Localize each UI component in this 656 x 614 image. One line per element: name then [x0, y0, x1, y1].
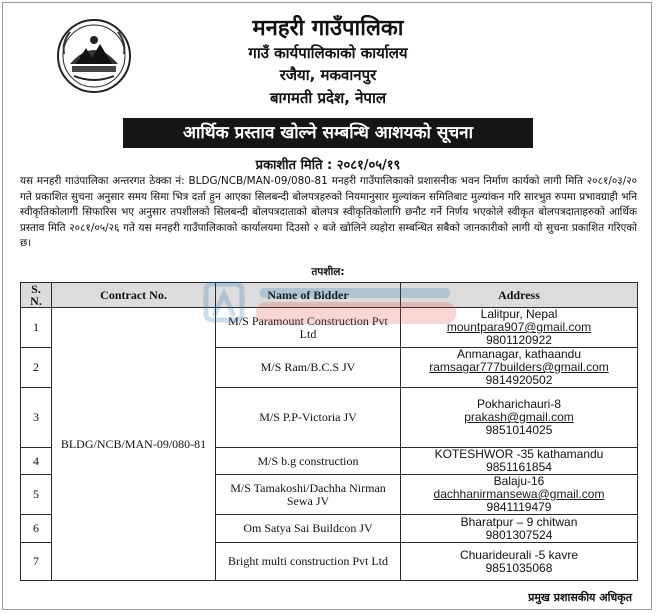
- address-line: Lalitpur, Nepal: [480, 307, 558, 321]
- row-sn: 3: [21, 388, 52, 448]
- header-contract-no: Contract No.: [52, 283, 216, 308]
- signatory-title: प्रमुख प्रशासकीय अधिकृत: [528, 591, 632, 604]
- row-sn: 2: [21, 348, 52, 388]
- table-row: [21, 308, 638, 348]
- address-line: Bharatpur – 9 chitwan: [460, 514, 578, 529]
- published-date: प्रकाशीत मिति : २०८१/०५/१९: [255, 158, 401, 173]
- row-address: [401, 448, 638, 475]
- phone-number: 9851161854: [486, 460, 552, 474]
- row-address: [401, 515, 638, 543]
- row-address: [401, 348, 638, 388]
- row-sn: 4: [21, 448, 52, 475]
- row-bidder: M/S b.g construction: [216, 448, 401, 475]
- address-line: KOTESHWOR -35 kathamandu: [434, 447, 604, 461]
- row-bidder: M/S Ram/B.C.S JV: [216, 348, 401, 388]
- email-link[interactable]: ramsagar777builders@gmail.com: [429, 360, 609, 374]
- bidder-table: [20, 282, 638, 581]
- row-bidder: Om Satya Sai Buildcon JV: [216, 515, 401, 543]
- row-bidder: Bright multi construction Pvt Ltd: [216, 543, 401, 581]
- phone-number: 9841119479: [486, 500, 552, 514]
- address-line: Pokharichauri-8: [476, 397, 562, 411]
- email-link[interactable]: prakash@gmail.com: [464, 410, 574, 424]
- row-address: [401, 388, 638, 448]
- row-bidder: M/S Paramount Construction Pvt Ltd: [216, 308, 401, 348]
- office-location: रजैया, मकवानपुर: [279, 66, 377, 84]
- table-header-row: [21, 283, 638, 308]
- phone-number: 9851014025: [485, 423, 553, 437]
- header-address: Address: [401, 283, 638, 308]
- address-line: Anmanagar, kathaandu: [456, 347, 582, 361]
- phone-number: 9801307524: [485, 527, 553, 542]
- contract-number: BLDG/NCB/MAN-09/080-81: [52, 308, 216, 581]
- row-sn: 6: [21, 515, 52, 543]
- row-sn: 5: [21, 475, 52, 515]
- row-bidder: M/S P.P-Victoria JV: [216, 388, 401, 448]
- row-sn: 7: [21, 543, 52, 581]
- header-bidder: Name of Bidder: [216, 283, 401, 308]
- phone-number: 9814920502: [485, 373, 553, 387]
- notice-title: आर्थिक प्रस्ताव खोल्ने सम्बन्धि आशयको सूचना: [123, 118, 533, 148]
- row-bidder: M/S Tamakoshi/Dachha Nirman Sewa JV: [216, 475, 401, 515]
- header-sn: S. N.: [21, 283, 52, 308]
- phone-number: 9851035068: [485, 560, 553, 575]
- notice-body: यस मनहरी गाउंपालिका अन्तरगत ठेक्का नं: BLDG/NCB/MAN-09/080-81 मनहरी गाउँपालिकाको प्रशासनीक भवन निर्माण कार्यको लागी मिति २०८१/०३/२० गते प्रकाशित सुचना अनुसार समय सिमा भित्र दर्ता हुन आएका सिलबन्दी बोलपत्रहरुको नियमानुसार मुल्यांकन समितिबाट मुल्यांकन गरि सारभुत रुपमा प्रभावग्राही भनि स्वीकृतिकोलागी सिफारिस भए अनुसार तपशीलको सिलबन्दी बोलपत्रदाताको बोलपत्र स्वीकृतिकोलागि छनौट गर्ने निर्णय भएकोले स्वीकृत बोलपत्रदाताहरुको आर्थिक प्रस्ताव मिति २०८१/०५/२६ गते यस मनहरी गाउँपालिकाको कार्यालयमा दिउसो २ बजे खोलिने व्यहोरा सम्बन्धित सबैको जानकारीको लागी यो सुचना प्रकाशित गरिएको छ।: [20, 175, 637, 250]
- row-sn: 1: [21, 308, 52, 348]
- row-address: [401, 543, 638, 581]
- email-link[interactable]: dachhanirmansewa@gmail.com: [433, 487, 605, 501]
- municipality-name: मनहरी गाउँपालिका: [252, 16, 404, 41]
- phone-number: 9801120922: [486, 333, 552, 347]
- office-province: बागमती प्रदेश, नेपाल: [269, 89, 387, 107]
- address-line: Balaju-16: [493, 474, 545, 488]
- office-name: गाउँ कार्यपालिकाको कार्यालय: [248, 44, 408, 62]
- row-address: [401, 475, 638, 515]
- email-link[interactable]: mountpara907@gmail.com: [446, 320, 592, 334]
- address-line: Chuarideurali -5 kavre: [459, 547, 579, 562]
- row-address: [401, 308, 638, 348]
- details-label: तपशील:: [311, 266, 345, 278]
